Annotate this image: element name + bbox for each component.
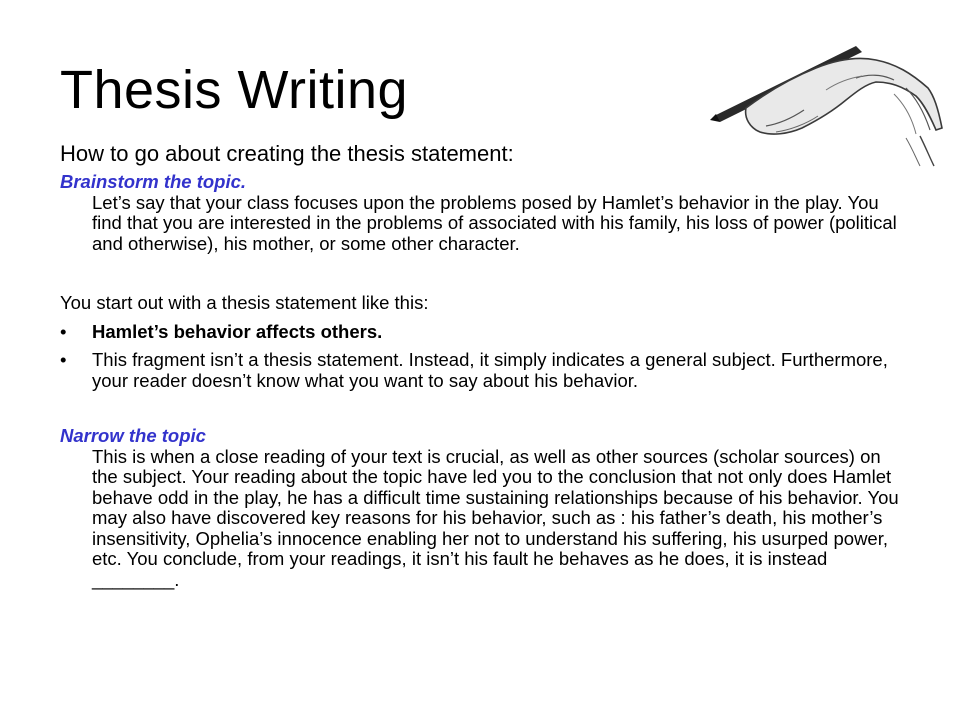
narrow-section [60, 426, 900, 590]
bullet-text: This fragment isn’t a thesis statement. Instead, it simply indicates a general subject. Furthermore, your reader doesn’t know what you want to say about his behavior. [92, 349, 888, 391]
bullet-symbol: • [60, 349, 67, 370]
bullet-text: Hamlet’s behavior affects others. [92, 321, 383, 342]
brainstorm-section [60, 172, 900, 254]
narrow-body: This is when a close reading of your text is crucial, as well as other sources (scholar sources) on the subject. Your reading about the topic have led you to the conclusion that not only does Hamlet behave odd in the play, he has a difficult time sustaining relationships because of his behavior. You may also have discovered key reasons for his behavior, such as : his father’s death, his mother’s insensitivity, Ophelia’s innocence enabling her not to understand his suffering, his usurped power, etc. You conclude, from your readings, it isn’t his fault he behaves as he does, it is instead ________. [92, 445, 899, 590]
brainstorm-body: Let’s say that your class focuses upon the problems posed by Hamlet’s behavior in the play. You find that you are interested in the problems of associated with his family, his loss of power (political and otherwise), his mother, or some other character. [92, 191, 897, 254]
bullet-item [60, 322, 900, 343]
bullet-symbol: • [60, 321, 67, 342]
intro-line: You start out with a thesis statement like this: [60, 292, 429, 313]
slide-title: Thesis Writing [60, 60, 409, 120]
hand-holding-pen-icon [706, 38, 946, 168]
narrow-heading: Narrow the topic [60, 425, 206, 446]
brainstorm-heading: Brainstorm the topic. [60, 171, 247, 192]
bullet-item [60, 350, 900, 391]
slide-subtitle: How to go about creating the thesis statement: [60, 141, 514, 166]
